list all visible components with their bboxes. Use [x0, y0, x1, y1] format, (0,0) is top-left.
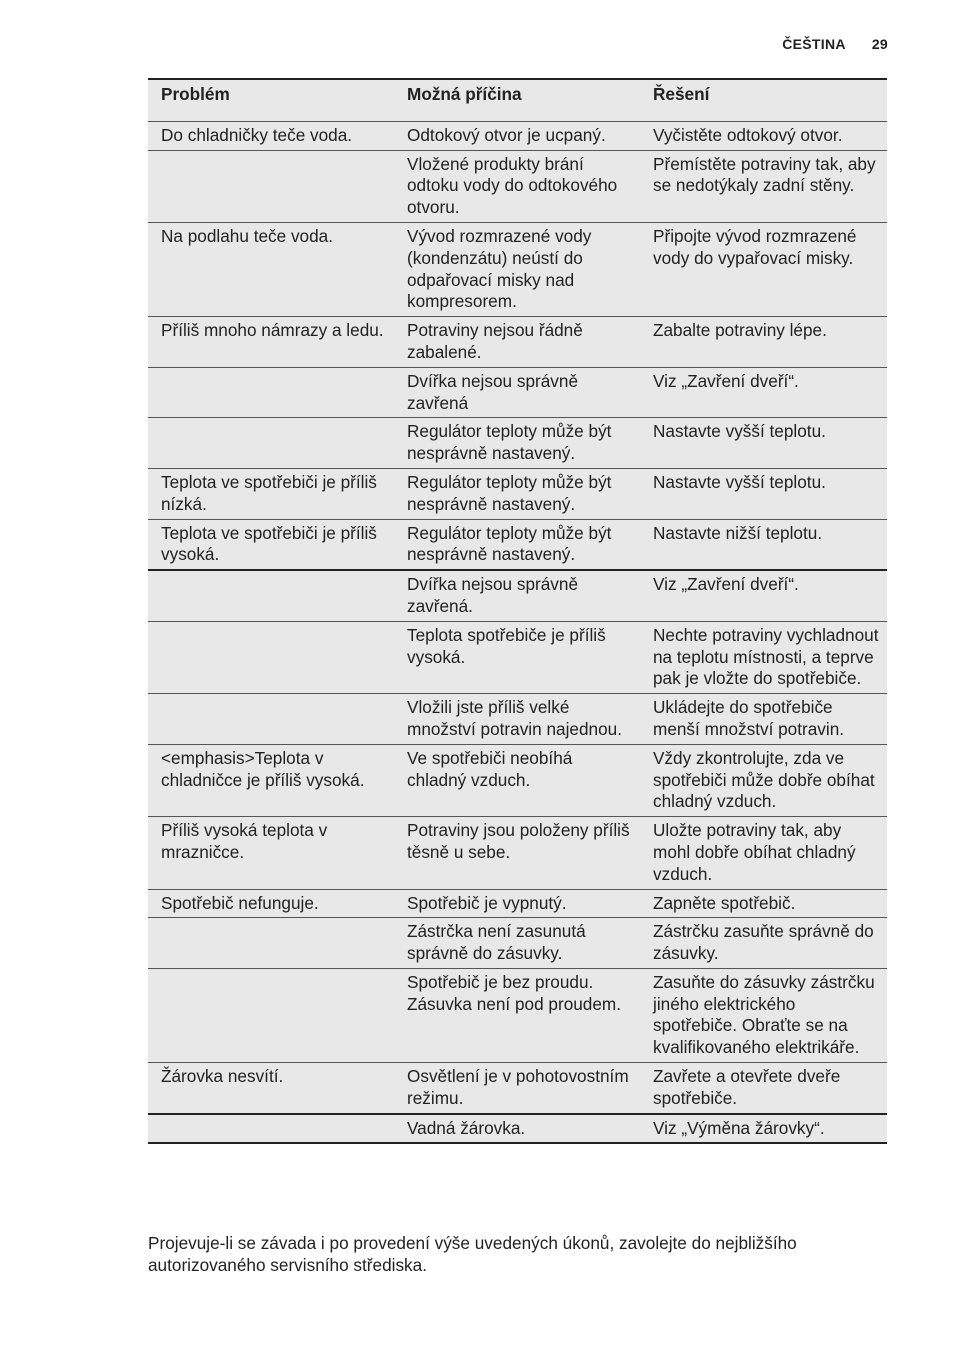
table-row — [148, 418, 887, 469]
cell-solution: Zástrčku zasuňte správně do zásuvky. — [640, 918, 887, 969]
cell-problem — [148, 150, 394, 222]
cell-problem — [148, 621, 394, 693]
cell-solution: Nastavte vyšší teplotu. — [640, 468, 887, 519]
cell-cause: Odtokový otvor je ucpaný. — [394, 121, 640, 150]
cell-cause: Teplota spotřebiče je příliš vysoká. — [394, 621, 640, 693]
cell-problem: Teplota ve spotřebiči je příliš vysoká. — [148, 519, 394, 570]
table-row — [148, 694, 887, 745]
cell-problem: Příliš vysoká teplota v mrazničce. — [148, 817, 394, 889]
cell-cause: Osvětlení je v pohotovostním režimu. — [394, 1063, 640, 1114]
cell-solution: Připojte vývod rozmrazené vody do vypařovací misky. — [640, 222, 887, 316]
cell-solution: Nechte potraviny vychladnout na teplotu místnosti, a teprve pak je vložte do spotřebiče. — [640, 621, 887, 693]
table-row — [148, 621, 887, 693]
column-header-problem: Problém — [148, 79, 394, 121]
column-header-cause: Možná příčina — [394, 79, 640, 121]
cell-solution: Zabalte potraviny lépe. — [640, 317, 887, 368]
table-row — [148, 317, 887, 368]
table-row — [148, 968, 887, 1062]
table-header-row — [148, 79, 887, 121]
cell-problem: Na podlahu teče voda. — [148, 222, 394, 316]
cell-cause: Dvířka nejsou správně zavřená — [394, 367, 640, 418]
cell-solution: Přemístěte potraviny tak, aby se nedotýkaly zadní stěny. — [640, 150, 887, 222]
cell-solution: Viz „Zavření dveří“. — [640, 570, 887, 621]
table-row — [148, 367, 887, 418]
cell-solution: Ukládejte do spotřebiče menší množství potravin. — [640, 694, 887, 745]
cell-cause: Zástrčka není zasunutá správně do zásuvky. — [394, 918, 640, 969]
cell-problem: <emphasis>Teplota v chladničce je příliš vysoká. — [148, 744, 394, 816]
page-number: 29 — [871, 36, 888, 52]
table-row — [148, 468, 887, 519]
cell-solution: Viz „Výměna žárovky“. — [640, 1114, 887, 1144]
page-header — [782, 36, 888, 52]
language-label: ČEŠTINA — [782, 36, 846, 52]
cell-solution: Vždy zkontrolujte, zda ve spotřebiči může dobře obíhat chladný vzduch. — [640, 744, 887, 816]
cell-cause: Potraviny jsou položeny příliš těsně u sebe. — [394, 817, 640, 889]
cell-cause: Regulátor teploty může být nesprávně nastavený. — [394, 418, 640, 469]
cell-cause: Regulátor teploty může být nesprávně nastavený. — [394, 519, 640, 570]
cell-cause: Vložené produkty brání odtoku vody do odtokového otvoru. — [394, 150, 640, 222]
table-row — [148, 150, 887, 222]
cell-cause: Vadná žárovka. — [394, 1114, 640, 1144]
cell-problem — [148, 418, 394, 469]
cell-solution: Zasuňte do zásuvky zástrčku jiného elektrického spotřebiče. Obraťte se na kvalifikovaného elektrikáře. — [640, 968, 887, 1062]
cell-solution: Nastavte vyšší teplotu. — [640, 418, 887, 469]
cell-cause: Vložili jste příliš velké množství potravin najednou. — [394, 694, 640, 745]
table-row — [148, 744, 887, 816]
cell-cause: Potraviny nejsou řádně zabalené. — [394, 317, 640, 368]
footer-note: Projevuje-li se závada i po provedení výše uvedených úkonů, zavolejte do nejbližšího autorizovaného servisního střediska. — [148, 1233, 797, 1276]
cell-problem: Spotřebič nefunguje. — [148, 889, 394, 918]
cell-problem: Příliš mnoho námrazy a ledu. — [148, 317, 394, 368]
cell-problem — [148, 694, 394, 745]
table-row — [148, 817, 887, 889]
table-row — [148, 918, 887, 969]
table-row — [148, 889, 887, 918]
cell-solution: Zavřete a otevřete dveře spotřebiče. — [640, 1063, 887, 1114]
cell-problem: Do chladničky teče voda. — [148, 121, 394, 150]
cell-problem: Žárovka nesvítí. — [148, 1063, 394, 1114]
cell-problem — [148, 570, 394, 621]
cell-cause: Regulátor teploty může být nesprávně nastavený. — [394, 468, 640, 519]
cell-solution: Nastavte nižší teplotu. — [640, 519, 887, 570]
table-row — [148, 222, 887, 316]
table-row — [148, 519, 887, 570]
table-row — [148, 121, 887, 150]
cell-solution: Viz „Zavření dveří“. — [640, 367, 887, 418]
column-header-solution: Řešení — [640, 79, 887, 121]
cell-cause: Spotřebič je bez proudu. Zásuvka není pod proudem. — [394, 968, 640, 1062]
cell-cause: Spotřebič je vypnutý. — [394, 889, 640, 918]
cell-cause: Ve spotřebiči neobíhá chladný vzduch. — [394, 744, 640, 816]
cell-problem — [148, 918, 394, 969]
cell-solution: Zapněte spotřebič. — [640, 889, 887, 918]
cell-problem — [148, 1114, 394, 1144]
table-row — [148, 570, 887, 621]
cell-solution: Vyčistěte odtokový otvor. — [640, 121, 887, 150]
troubleshooting-table — [148, 78, 887, 1144]
cell-problem — [148, 968, 394, 1062]
cell-problem — [148, 367, 394, 418]
cell-cause: Vývod rozmrazené vody (kondenzátu) neústí do odpařovací misky nad kompresorem. — [394, 222, 640, 316]
cell-cause: Dvířka nejsou správně zavřená. — [394, 570, 640, 621]
table-row — [148, 1114, 887, 1144]
table-row — [148, 1063, 887, 1114]
cell-problem: Teplota ve spotřebiči je příliš nízká. — [148, 468, 394, 519]
cell-solution: Uložte potraviny tak, aby mohl dobře obíhat chladný vzduch. — [640, 817, 887, 889]
